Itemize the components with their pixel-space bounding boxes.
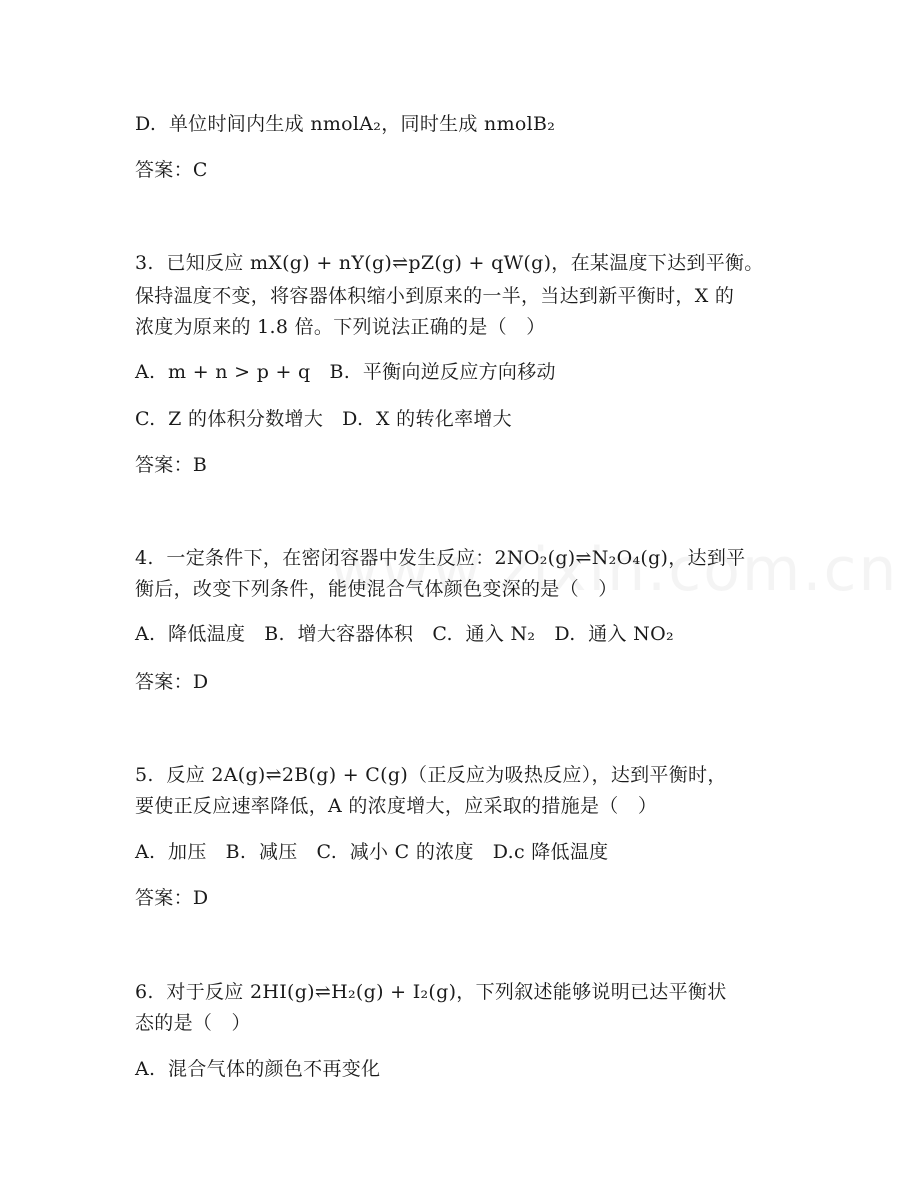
- q5-options: A. 加压 B. 减压 C. 减小 C 的浓度 D.c 降低温度: [135, 841, 609, 863]
- q4-stem-line-1: 4. 一定条件下，在密闭容器中发生反应：2NO₂(g)⇌N₂O₄(g)，达到平: [135, 547, 746, 569]
- q2-option-d: D. 单位时间内生成 nmolA₂，同时生成 nmolB₂: [135, 113, 556, 135]
- q6-stem-line-2: 态的是（ ）: [135, 1012, 251, 1034]
- q3-stem-line-2: 保持温度不变，将容器体积缩小到原来的一半，当达到新平衡时，X 的: [135, 285, 735, 307]
- q5-answer: 答案：D: [135, 887, 209, 909]
- q6-option-a: A. 混合气体的颜色不再变化: [135, 1058, 381, 1080]
- q3-stem-line-1: 3. 已知反应 mX(g) + nY(g)⇌pZ(g) + qW(g)，在某温度下达到平衡。: [135, 252, 764, 274]
- q3-stem-line-3: 浓度为原来的 1.8 倍。下列说法正确的是（ ）: [135, 316, 546, 338]
- q3-options-cd: C. Z 的体积分数增大 D. X 的转化率增大: [135, 408, 512, 430]
- q4-answer: 答案：D: [135, 671, 209, 693]
- q5-stem-line-2: 要使正反应速率降低，A 的浓度增大，应采取的措施是（ ）: [135, 795, 658, 817]
- q5-stem-line-1: 5. 反应 2A(g)⇌2B(g) + C(g)（正反应为吸热反应），达到平衡时，: [135, 764, 727, 786]
- q6-stem-line-1: 6. 对于反应 2HI(g)⇌H₂(g) + I₂(g)，下列叙述能够说明已达平衡状: [135, 981, 727, 1003]
- q3-answer: 答案：B: [135, 454, 208, 476]
- q2-answer: 答案：C: [135, 159, 208, 181]
- q4-stem-line-2: 衡后，改变下列条件，能使混合气体颜色变深的是（ ）: [135, 578, 618, 600]
- q3-options-ab: A. m + n > p + q B. 平衡向逆反应方向移动: [135, 361, 556, 383]
- q4-options: A. 降低温度 B. 增大容器体积 C. 通入 N₂ D. 通入 NO₂: [135, 623, 674, 645]
